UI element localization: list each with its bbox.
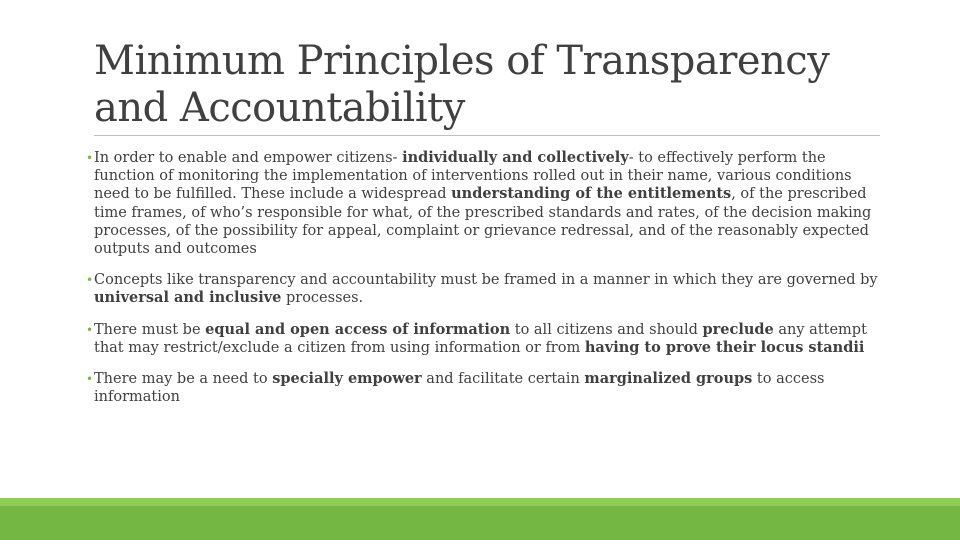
bullet-item-3 <box>86 321 881 357</box>
bullet-text: There must be <box>94 321 206 338</box>
bullet-text: Concepts like transparency and accountability must be framed in a manner in which they are governed by <box>94 272 878 289</box>
bullet-emphasis: universal and inclusive <box>94 289 282 307</box>
bullet-emphasis: having to prove their locus standii <box>584 338 865 356</box>
bullet-item-4 <box>86 370 881 406</box>
bullet-text: to all citizens and should <box>510 321 703 338</box>
bullet-text: - to effectively perform the function of monitoring the implementation of interventions rolled out in their name, various conditions need to be fulfilled. These include a widespread <box>94 150 852 203</box>
bullet-text: to access information <box>94 371 825 406</box>
bullet-emphasis: equal and open access of information <box>205 320 511 338</box>
bullet-text: any attempt that may restrict/exclude a citizen from using information or from <box>94 321 867 356</box>
footer-band-highlight <box>0 498 960 506</box>
footer-band <box>0 498 960 540</box>
bullet-text: processes. <box>281 290 364 307</box>
bullet-emphasis: marginalized groups <box>584 370 753 388</box>
bullet-dot-icon: • <box>86 322 94 337</box>
bullet-emphasis: preclude <box>702 320 774 338</box>
bullet-item-2 <box>86 271 881 307</box>
slide-title-line-2: and Accountability <box>94 85 465 131</box>
slide-title <box>94 38 894 132</box>
bullet-text: , of the prescribed time frames, of who’s responsible for what, of the prescribed standards and rates, of the decision making processes, of the possibility for appeal, complaint or grievance redressal, and of the reasonably expected outputs and outcomes <box>94 186 872 258</box>
bullet-emphasis: understanding of the entitlements <box>451 185 732 203</box>
bullet-emphasis: individually and collectively <box>402 149 629 166</box>
bullet-emphasis: specially empower <box>272 370 422 388</box>
bullet-dot-icon: • <box>86 372 94 387</box>
bullet-list <box>86 149 881 406</box>
bullet-text: There may be a need to <box>94 371 273 388</box>
slide-title-line-1: Minimum Principles of Transparency <box>94 38 830 84</box>
bullet-dot-icon: • <box>86 273 94 288</box>
bullet-dot-icon: • <box>86 151 94 165</box>
title-divider <box>94 135 880 136</box>
bullet-text: and facilitate certain <box>421 371 585 388</box>
bullet-item-1 <box>86 149 881 258</box>
bullet-text: In order to enable and empower citizens- <box>94 150 403 166</box>
